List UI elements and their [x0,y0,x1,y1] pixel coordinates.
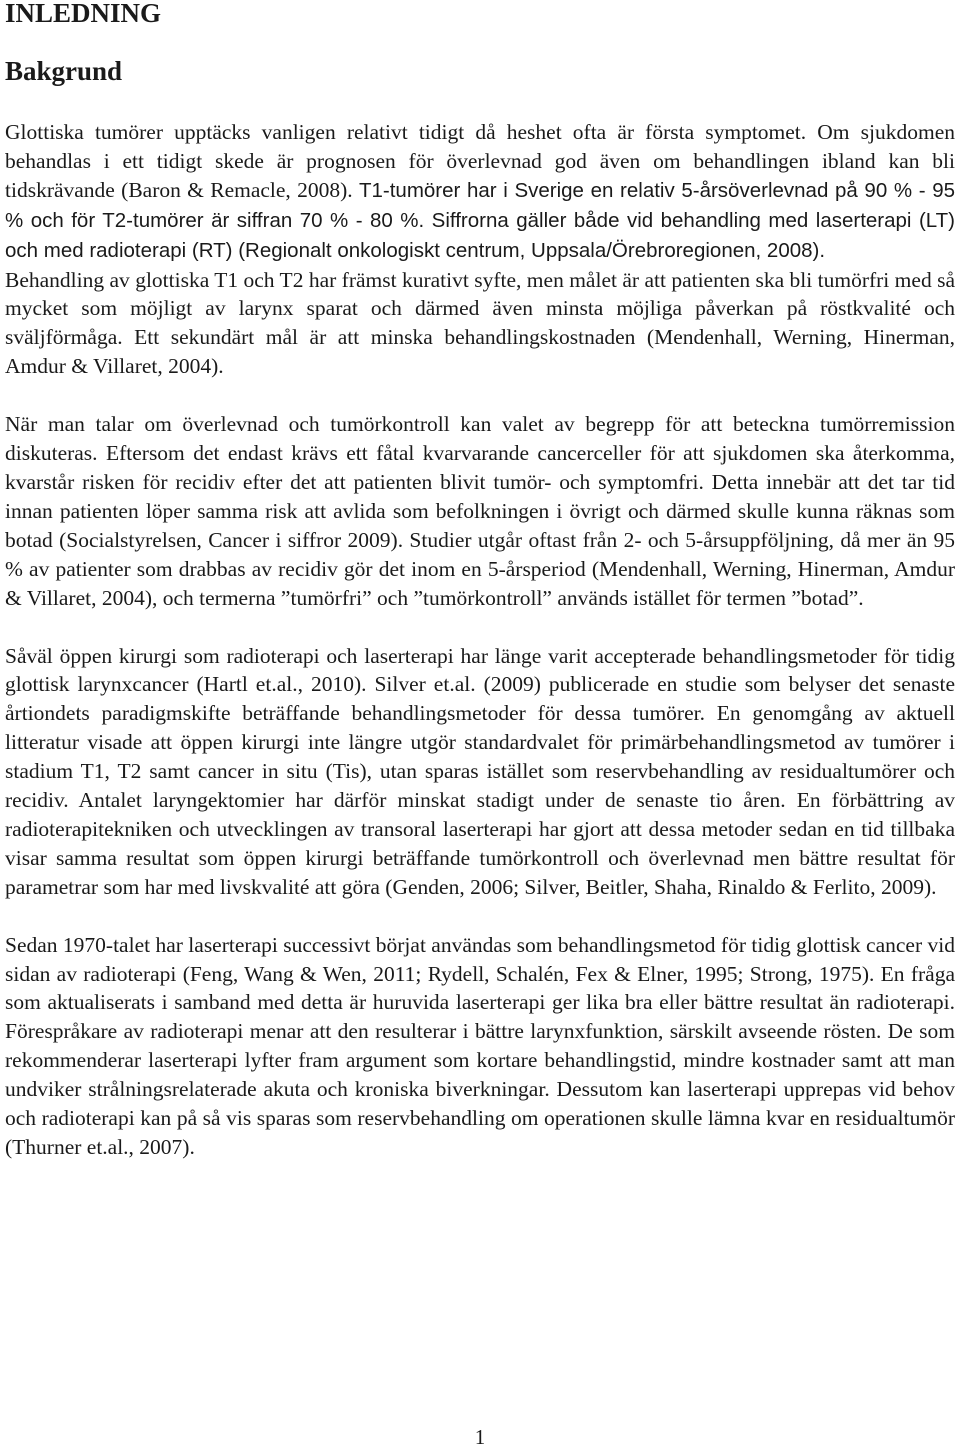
paragraph-4: Sedan 1970-talet har laserterapi successivt börjat användas som behandlingsmetod för tidig glottisk cancer vid sidan av radioterapi (Feng, Wang & Wen, 2011; Rydell, Schalén, Fex & Elner, 1995; Strong, 1975). En fråga som aktualiserats i samband med detta är huruvida laserterapi ger lika bra eller bättre resultat än radioterapi. Förespråkare av radioterapi menar att den resulterar i bättre larynxfunktion, särskilt avseende rösten. De som rekommenderar laserterapi lyfter fram argument som kortare behandlingstid, mindre kostnader samt att man undviker strålningsrelaterade akuta och kroniska biverkningar. Dessutom kan laserterapi upprepas vid behov och radioterapi kan på så vis sparas som reservbehandling om operationen skulle lämna kvar en residualtumör (Thurner et.al., 2007). [5,932,955,1159]
paragraph-1-part-a: Glottiska tumörer upptäcks vanligen relativt tidigt då heshet ofta är första symptomet. Om sjukdomen behandlas i ett tidigt skede är prognosen för överlevnad god även om behandlingen ibland kan bli tidskrävande (Baron & Remacle, 2008). [5,120,955,202]
paragraph-1-continued: Behandling av glottiska T1 och T2 har främst kurativt syfte, men målet är att patienten ska bli tumörfri med så mycket som möjligt av larynx sparat och därmed även minsta möjliga påverkan på röstkvalité och sväljförmåga. Ett sekundärt mål är att minska behandlingskostnaden (Mendenhall, Werning, Hinerman, Amdur & Villaret, 2004). [5,267,955,379]
paragraph-1-part-b: T1-tumörer har i Sverige en relativ 5-årsöverlevnad på 90 % - 95 % och för T2-tumörer är siffran 70 % - 80 %. Siffrorna gäller både vid behandling med laserterapi (LT) och med radioterapi (RT) (Regionalt onkologiskt centrum, Uppsala/Örebroregionen, 2008). [5,178,955,262]
paragraph-3: Såväl öppen kirurgi som radioterapi och laserterapi har länge varit accepterade behandlingsmetoder för tidig glottisk larynxcancer (Hartl et.al., 2010). Silver et.al. (2009) publicerade en studie som belyser det senaste årtiondets paradigmskifte beträffande behandlingsmetoder för dessa tumörer. En genomgång av aktuell litteratur visade att öppen kirurgi inte längre utgör standardvalet för primärbehandlingsmetod av tumörer i stadium T1, T2 samt cancer in situ (Tis), utan sparas istället som reservbehandling av residualtumörer och recidiv. Antalet laryngektomier har därför minskat stadigt under de senaste tio åren. En förbättring av radioterapitekniken och utvecklingen av transoral laserterapi har gjort att dessa metoder sedan en tid tillbaka visar samma resultat som öppen kirurgi beträffande tumörkontroll och överlevnad men bättre resultat för parametrar som har med livskvalité att göra (Genden, 2006; Silver, Beitler, Shaha, Rinaldo & Ferlito, 2009). [5,643,955,899]
section-heading: Bakgrund [5,56,123,86]
page-number: 1 [474,1425,486,1449]
paragraph-2: När man talar om överlevnad och tumörkontroll kan valet av begrepp för att beteckna tumörremission diskuteras. Eftersom det endast krävs ett fåtal kvarvarande cancerceller för att sjukdomen ska återkomma, kvarstår risken för recidiv efter det att patienten blivit tumör- och symptomfri. Detta innebär att det tar tid innan patienten löper samma risk att avlida som befolkningen i övrigt och därmed skulle kunna räknas som botad (Socialstyrelsen, Cancer i siffror 2009). Studier utgår oftast från 2- och 5-årsuppföljning, då mer än 95 % av patienter som drabbas av recidiv gör det inom en 5-årsperiod (Mendenhall, Werning, Hinerman, Amdur & Villaret, 2004), och termerna ”tumörfri” och ”tumörkontroll” används istället för termen ”botad”. [5,412,955,610]
document-page [5,0,955,1162]
chapter-heading: INLEDNING [5,0,162,28]
paragraph-1 [5,118,955,266]
